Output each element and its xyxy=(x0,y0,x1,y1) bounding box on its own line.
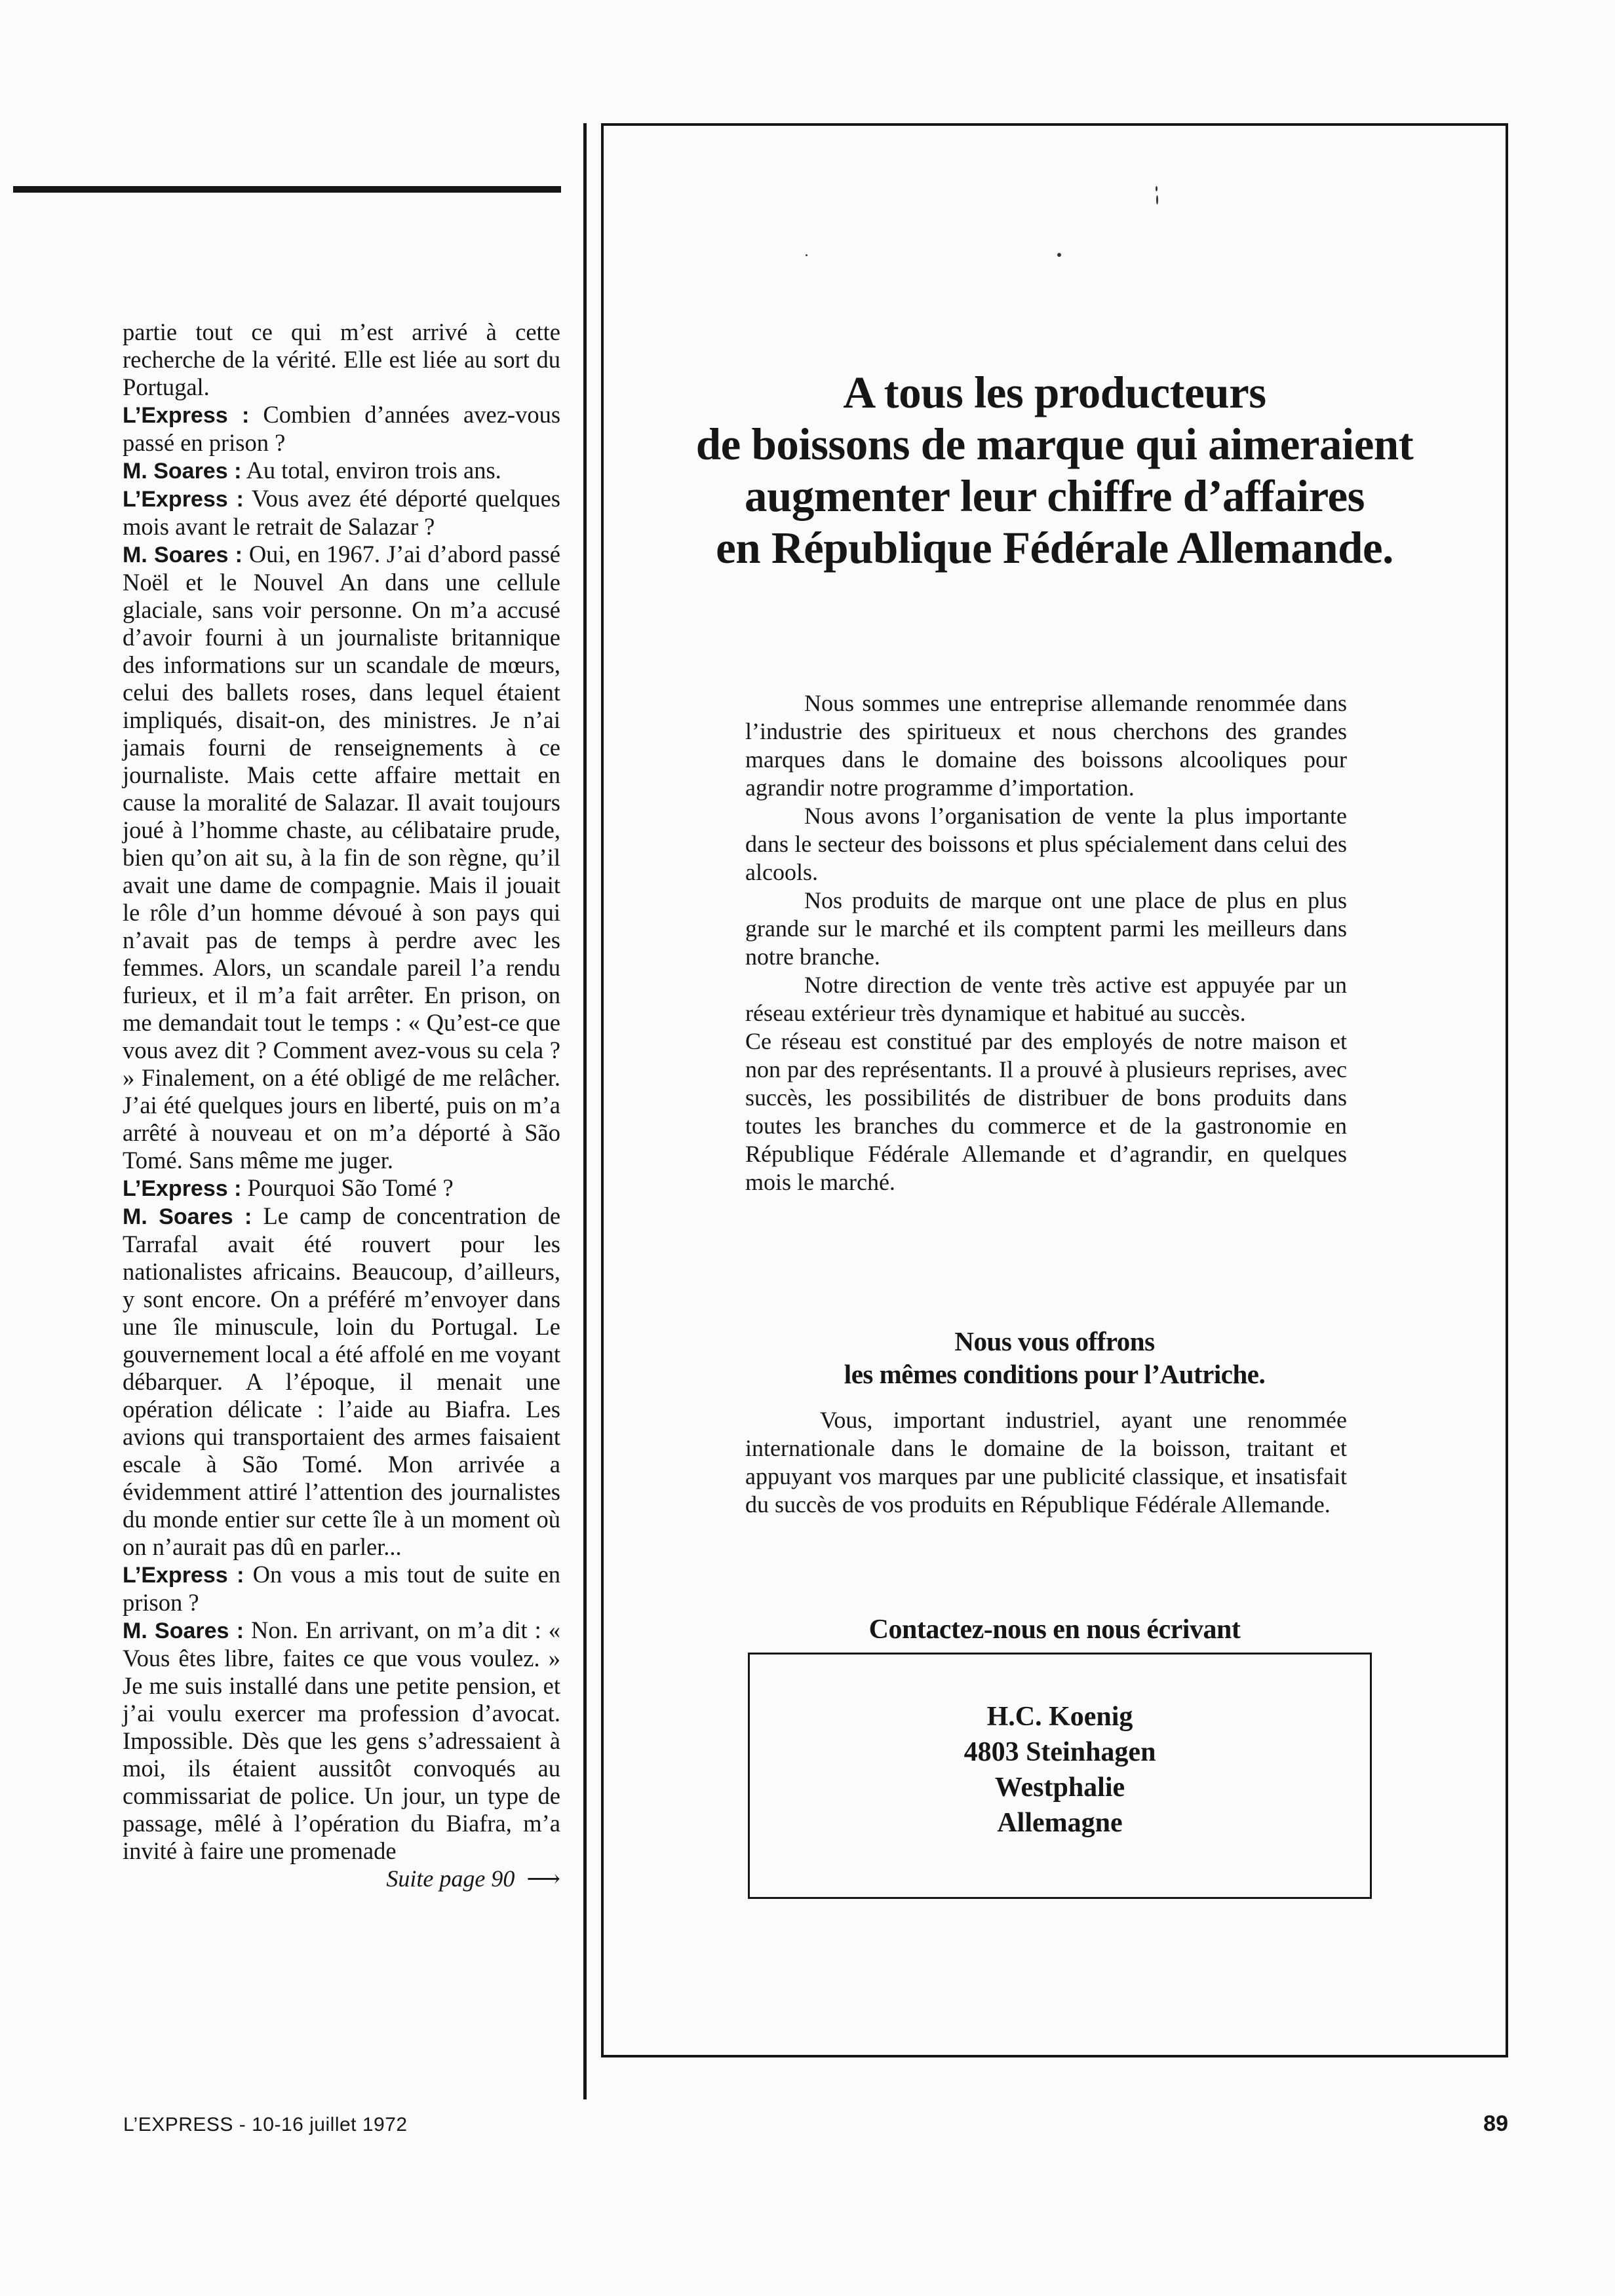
paragraph-text: Non. En arrivant, on m’a dit : « Vous êtes libre, faites ce que vous voulez. » Je me suis installé dans une petite pension, et j’ai voulu exercer ma profession d’avocat. Impossible. Dès que les gens s’adressaient à moi, ils étaient aussitôt convoqués au commissariat de police. Un jour, un type de passage, mêlé à l’opération du Biafra, m’a invité à faire une promenade xyxy=(123,1617,560,1864)
paragraph-text: partie tout ce qui m’est arrivé à cette recherche de la vérité. Elle est liée au sort du Portugal. xyxy=(123,318,560,400)
ad-body-text xyxy=(745,689,1347,1196)
article-paragraph xyxy=(123,541,560,1174)
article-paragraph xyxy=(123,457,560,485)
footer-publication: L’EXPRESS - 10-16 juillet 1972 xyxy=(123,2114,408,2135)
speaker-label: L’Express : xyxy=(123,487,244,512)
speaker-label: L’Express : xyxy=(123,1563,244,1588)
speaker-label: M. Soares : xyxy=(123,543,243,567)
continuation-note xyxy=(123,1865,560,1892)
ad-offer-text xyxy=(745,1406,1347,1519)
address-line: Allemagne xyxy=(997,1808,1123,1838)
top-rule xyxy=(13,186,561,193)
headline-line: A tous les producteurs xyxy=(843,368,1266,417)
paragraph-text: On vous a mis tout de suite en prison ? xyxy=(123,1561,561,1616)
interview-article xyxy=(123,318,560,1892)
address-line: 4803 Steinhagen xyxy=(963,1737,1156,1767)
ad-headline xyxy=(604,367,1506,574)
print-speck xyxy=(806,254,808,256)
print-speck xyxy=(1057,253,1061,257)
paragraph-text: Vous avez été déporté quelques mois avant le retrait de Salazar ? xyxy=(123,485,561,540)
headline-line: de boissons de marque qui aimeraient xyxy=(695,419,1414,469)
print-speck xyxy=(1156,195,1158,204)
subheadline-line: Nous vous offrons xyxy=(954,1326,1155,1356)
speaker-label: L’Express : xyxy=(123,403,250,428)
address-line: H.C. Koenig xyxy=(986,1702,1133,1732)
right-arrow-icon: ⟶ xyxy=(526,1866,560,1892)
ad-paragraph: Ce réseau est constitué par des employés de notre maison et non par des représentants. Il a prouvé à plusieurs reprises, avec succès, les possibilités de distribuer de bons produits dans toutes les branches du commerce et de la gastronomie en République Fédérale Allemande et d’agrandir, en quelques mois le marché. xyxy=(745,1028,1347,1195)
address-box xyxy=(748,1653,1372,1899)
print-speck xyxy=(1156,186,1158,191)
postal-address xyxy=(750,1699,1370,1841)
ad-paragraph: Nous avons l’organisation de vente la plus importante dans le secteur des boissons et plus spécialement dans celui des alcools. xyxy=(745,803,1347,885)
address-line: Westphalie xyxy=(994,1772,1125,1803)
article-paragraph xyxy=(123,1617,560,1865)
ad-paragraph: Nos produits de marque ont une place de plus en plus grande sur le marché et ils comptent parmi les meilleurs dans notre branche. xyxy=(745,887,1347,970)
column-divider xyxy=(583,123,587,2099)
speaker-label: M. Soares : xyxy=(123,1204,252,1229)
subheadline-line: les mêmes conditions pour l’Autriche. xyxy=(844,1359,1266,1389)
paragraph-text: Le camp de concentration de Tarrafal avait été rouvert pour les nationalistes africains. Beaucoup, d’ailleurs, y sont encore. On a préféré m’envoyer dans une île minuscule, loin du Portugal. Le gouvernement local a été affolé en me voyant débarquer. A l’époque, il menait une opération délicate : l’aide au Biafra. Les avions qui transportaient des armes faisaient escale à São Tomé. Mon arrivée a évidemment attiré l’attention des journalistes du monde entier sur cette île à un moment où on n’aurait pas dû en parler... xyxy=(123,1202,561,1560)
paragraph-text: Au total, environ trois ans. xyxy=(246,457,501,484)
paragraph-text: Combien d’années avez-vous passé en prison ? xyxy=(123,401,561,456)
paragraph-text: Pourquoi São Tomé ? xyxy=(247,1174,454,1201)
article-paragraph xyxy=(123,1174,560,1202)
offer-paragraph: Vous, important industriel, ayant une renommée internationale dans le domaine de la boisson, traitant et appuyant vos marques par une publicité classique, et insatisfait du succès de vos produits en République Fédérale Allemande. xyxy=(745,1407,1347,1518)
contact-title: Contactez-nous en nous écrivant xyxy=(868,1615,1241,1645)
article-paragraph xyxy=(123,485,560,541)
page-number: 89 xyxy=(1483,2111,1508,2136)
article-paragraph xyxy=(123,1561,560,1617)
ad-paragraph: Notre direction de vente très active est appuyée par un réseau extérieur très dynamique et habitué au succès. xyxy=(745,972,1347,1026)
article-paragraphs xyxy=(123,318,560,1865)
paragraph-text: Oui, en 1967. J’ai d’abord passé Noël et le Nouvel An dans une cellule glaciale, sans voir personne. On m’a accusé d’avoir fourni à un journaliste britannique des informations sur un scandale de mœurs, celui des ballets roses, dans lequel étaient impliqués, disait-on, des ministres. Je n’ai jamais fourni de renseignements à ce journaliste. Mais cette affaire mettait en cause la moralité de Salazar. Il avait toujours joué à l’homme chaste, au célibataire prude, bien qu’on ait su, à la fin de son règne, qu’il avait une dame de compagnie. Mais il jouait le rôle d’un homme dévoué à son pays qui n’avait pas de temps à perdre avec les femmes. Alors, un scandale pareil l’a rendu furieux, et il m’a fait arrêter. En prison, on me demandait tout le temps : « Qu’est-ce que vous avez dit ? Comment avez-vous su cela ? » Finalement, on a été obligé de me relâcher. J’ai été quelques jours en liberté, puis on m’a arrêté à nouveau et on m’a déporté à São Tomé. Sans même me juger. xyxy=(123,541,560,1174)
ad-subheadline xyxy=(604,1325,1506,1390)
speaker-label: M. Soares : xyxy=(123,459,242,484)
speaker-label: M. Soares : xyxy=(123,1618,244,1643)
continuation-text: Suite page 90 xyxy=(386,1866,515,1892)
article-paragraph xyxy=(123,401,560,457)
article-paragraph xyxy=(123,1202,560,1561)
article-paragraph xyxy=(123,318,560,401)
advertisement-box xyxy=(601,123,1508,2057)
speaker-label: L’Express : xyxy=(123,1176,242,1201)
headline-line: augmenter leur chiffre d’affaires xyxy=(744,471,1365,521)
ad-paragraph: Nous sommes une entreprise allemande renommée dans l’industrie des spiritueux et nous cherchons des grandes marques dans le domaine des boissons alcooliques pour agrandir notre programme d’importation. xyxy=(745,690,1347,801)
headline-line: en République Fédérale Allemande. xyxy=(716,523,1393,573)
